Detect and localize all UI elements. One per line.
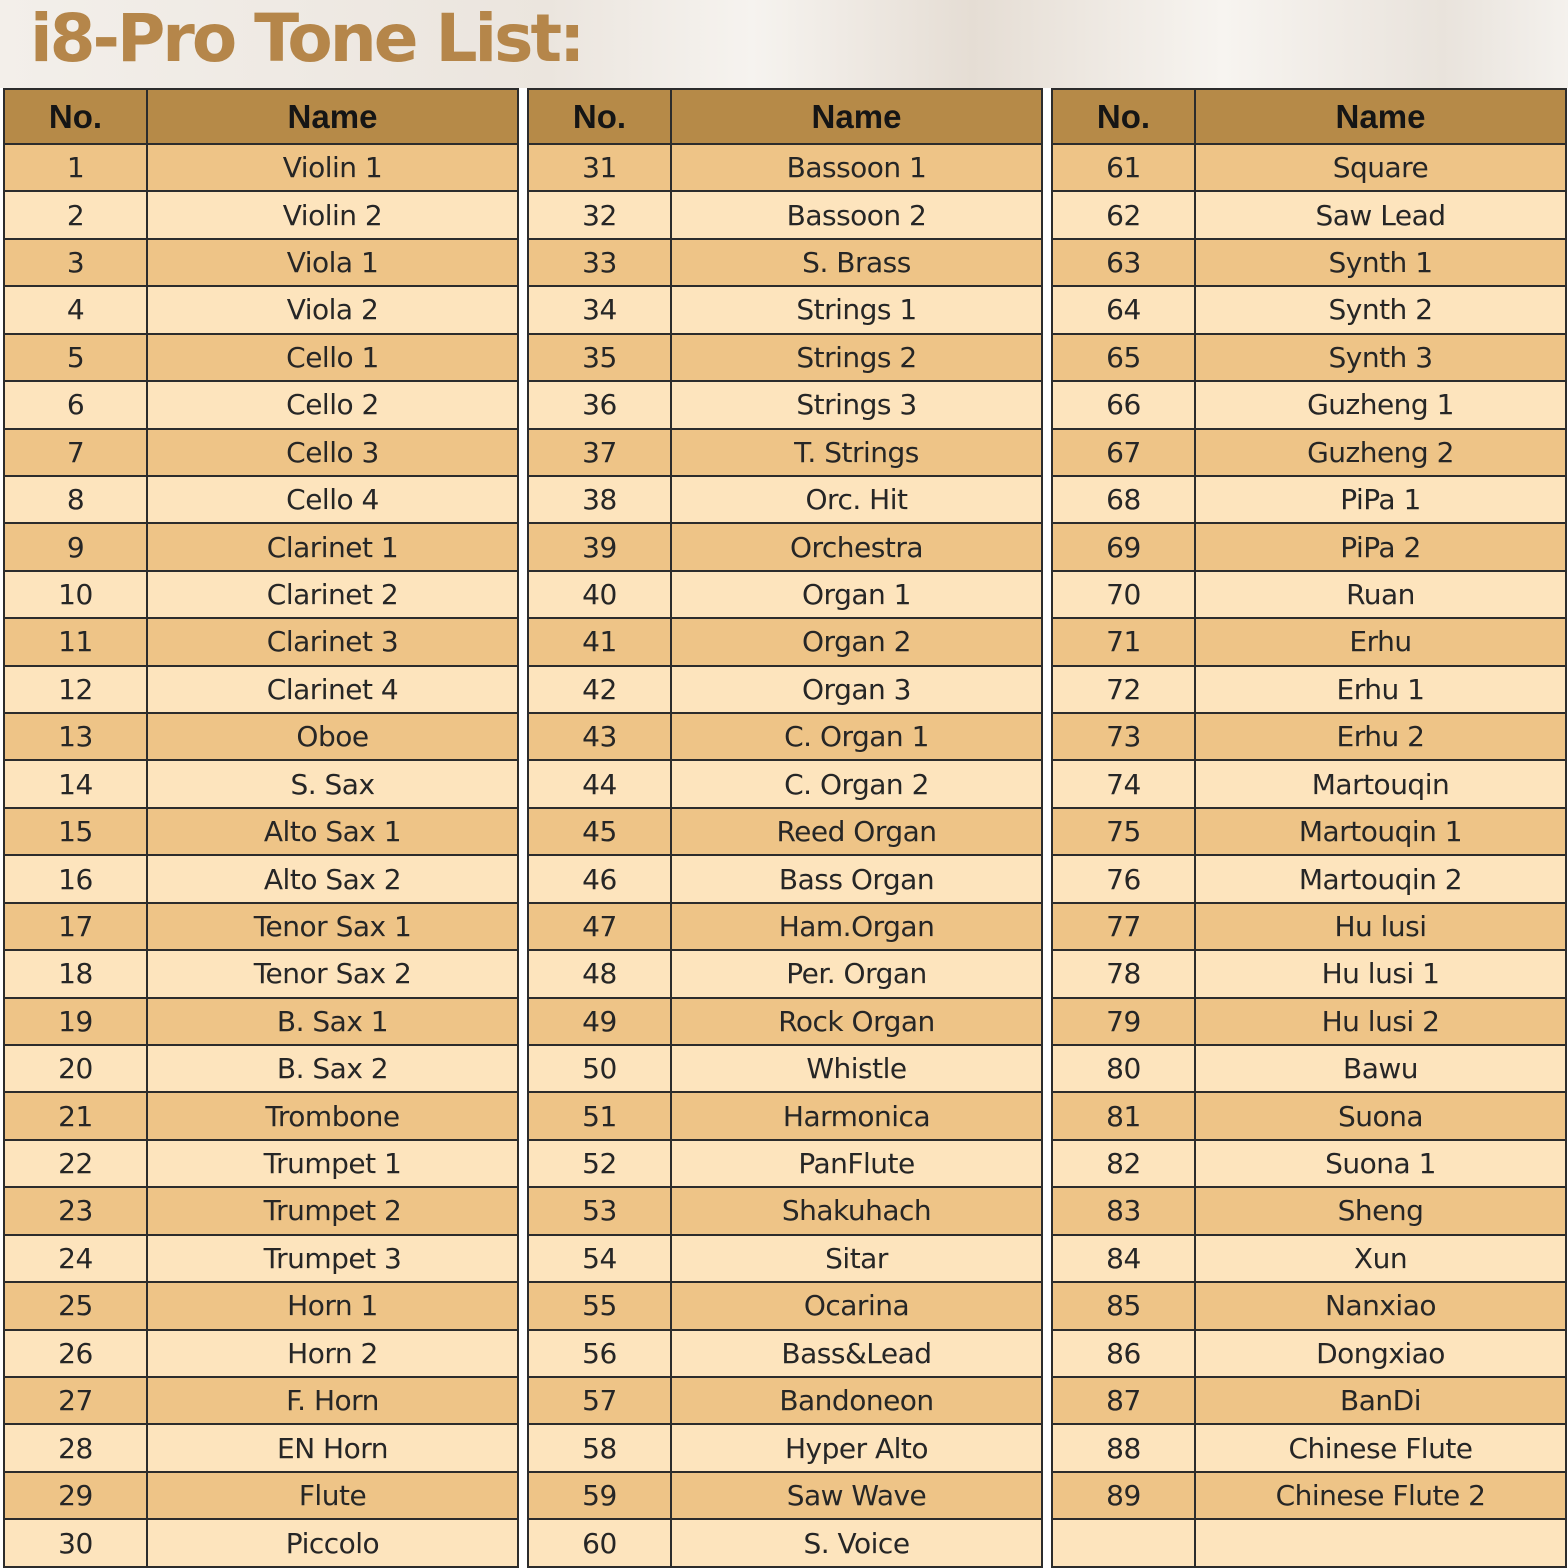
table-row <box>528 950 1042 997</box>
table-row <box>1052 429 1566 476</box>
table-row <box>528 903 1042 950</box>
tone-name-cell: C. Organ 1 <box>671 713 1042 760</box>
table-row <box>528 1045 1042 1092</box>
tone-number-cell: 67 <box>1052 429 1195 476</box>
tone-number-cell: 29 <box>4 1472 147 1519</box>
tone-name-cell: Strings 2 <box>671 334 1042 381</box>
tone-name-cell: Chinese Flute <box>1195 1424 1566 1471</box>
table-row <box>528 1187 1042 1234</box>
tone-name-cell: S. Sax <box>147 760 518 807</box>
tone-number-cell: 59 <box>528 1472 671 1519</box>
tone-number-cell: 20 <box>4 1045 147 1092</box>
tone-name-cell: Suona <box>1195 1092 1566 1139</box>
table-row <box>528 1140 1042 1187</box>
tone-name-cell: Bass Organ <box>671 855 1042 902</box>
table-row <box>1052 998 1566 1045</box>
tone-name-cell: Viola 2 <box>147 286 518 333</box>
tone-name-cell: S. Brass <box>671 239 1042 286</box>
table-row <box>4 1519 518 1567</box>
tone-name-cell: Violin 2 <box>147 191 518 238</box>
tone-number-cell: 82 <box>1052 1140 1195 1187</box>
tone-number-cell: 12 <box>4 666 147 713</box>
tone-name-cell: PiPa 2 <box>1195 523 1566 570</box>
tone-number-cell: 42 <box>528 666 671 713</box>
tone-name-cell <box>1195 1519 1566 1567</box>
table-row <box>4 1472 518 1519</box>
table-row <box>1052 523 1566 570</box>
tone-number-cell: 5 <box>4 334 147 381</box>
tone-number-cell: 89 <box>1052 1472 1195 1519</box>
tone-name-cell: Orc. Hit <box>671 476 1042 523</box>
table-row <box>1052 1424 1566 1471</box>
table-row <box>4 1187 518 1234</box>
tone-number-cell: 41 <box>528 618 671 665</box>
tone-name-cell: Organ 1 <box>671 571 1042 618</box>
tone-number-cell: 38 <box>528 476 671 523</box>
tone-name-cell: Alto Sax 1 <box>147 808 518 855</box>
tone-number-cell: 11 <box>4 618 147 665</box>
tone-name-cell: Cello 2 <box>147 381 518 428</box>
table-row <box>1052 713 1566 760</box>
tone-name-cell: Nanxiao <box>1195 1282 1566 1329</box>
table-row <box>528 998 1042 1045</box>
tone-number-cell: 2 <box>4 191 147 238</box>
table-row <box>4 144 518 191</box>
tone-number-cell: 18 <box>4 950 147 997</box>
tone-number-cell: 81 <box>1052 1092 1195 1139</box>
tone-name-cell: F. Horn <box>147 1377 518 1424</box>
tone-name-cell: Sheng <box>1195 1187 1566 1234</box>
table-row <box>528 1519 1042 1567</box>
table-row <box>528 713 1042 760</box>
table-row <box>4 1424 518 1471</box>
tone-name-cell: Hyper Alto <box>671 1424 1042 1471</box>
tone-name-cell: Organ 3 <box>671 666 1042 713</box>
tone-name-cell: Trumpet 1 <box>147 1140 518 1187</box>
tone-name-cell: S. Voice <box>671 1519 1042 1567</box>
table-row <box>4 571 518 618</box>
table-row <box>528 1424 1042 1471</box>
tone-name-cell: Shakuhach <box>671 1187 1042 1234</box>
tone-name-cell: Bassoon 1 <box>671 144 1042 191</box>
table-row <box>4 239 518 286</box>
table-row <box>528 1282 1042 1329</box>
table-row <box>528 429 1042 476</box>
table-row <box>1052 1235 1566 1282</box>
name-column-header: Name <box>671 89 1042 144</box>
table-row <box>1052 903 1566 950</box>
tone-number-cell: 44 <box>528 760 671 807</box>
table-row <box>4 1235 518 1282</box>
table-row <box>1052 1092 1566 1139</box>
tone-number-cell <box>1052 1519 1195 1567</box>
table-row <box>1052 144 1566 191</box>
table-row <box>528 476 1042 523</box>
tone-name-cell: Guzheng 1 <box>1195 381 1566 428</box>
tone-number-cell: 1 <box>4 144 147 191</box>
table-row <box>4 760 518 807</box>
tone-name-cell: Trumpet 3 <box>147 1235 518 1282</box>
tone-name-cell: Strings 3 <box>671 381 1042 428</box>
table-row <box>1052 1472 1566 1519</box>
tone-name-cell: Reed Organ <box>671 808 1042 855</box>
tone-name-cell: Erhu 2 <box>1195 713 1566 760</box>
table-row <box>1052 1282 1566 1329</box>
tone-table-1 <box>3 88 519 1568</box>
tone-name-cell: Martouqin 2 <box>1195 855 1566 902</box>
tone-number-cell: 55 <box>528 1282 671 1329</box>
tone-number-cell: 61 <box>1052 144 1195 191</box>
tone-name-cell: Erhu 1 <box>1195 666 1566 713</box>
tone-name-cell: Saw Wave <box>671 1472 1042 1519</box>
tone-number-cell: 63 <box>1052 239 1195 286</box>
tone-number-cell: 17 <box>4 903 147 950</box>
tone-number-cell: 53 <box>528 1187 671 1234</box>
tone-name-cell: Clarinet 1 <box>147 523 518 570</box>
tone-number-cell: 19 <box>4 998 147 1045</box>
tone-name-cell: Whistle <box>671 1045 1042 1092</box>
tone-name-cell: Synth 2 <box>1195 286 1566 333</box>
tone-name-cell: Trombone <box>147 1092 518 1139</box>
tone-number-cell: 33 <box>528 239 671 286</box>
table-row <box>4 903 518 950</box>
tone-name-cell: Oboe <box>147 713 518 760</box>
table-row <box>1052 760 1566 807</box>
tone-number-cell: 68 <box>1052 476 1195 523</box>
tone-name-cell: Organ 2 <box>671 618 1042 665</box>
table-row <box>1052 1519 1566 1567</box>
table-row <box>1052 476 1566 523</box>
table-header-row <box>1052 89 1566 144</box>
table-row <box>1052 239 1566 286</box>
tone-name-cell: Erhu <box>1195 618 1566 665</box>
tone-number-cell: 15 <box>4 808 147 855</box>
table-row <box>1052 666 1566 713</box>
tone-number-cell: 7 <box>4 429 147 476</box>
tone-name-cell: Sitar <box>671 1235 1042 1282</box>
table-row <box>528 666 1042 713</box>
tone-name-cell: Clarinet 3 <box>147 618 518 665</box>
tone-name-cell: T. Strings <box>671 429 1042 476</box>
tone-name-cell: Ham.Organ <box>671 903 1042 950</box>
tone-number-cell: 22 <box>4 1140 147 1187</box>
table-row <box>1052 381 1566 428</box>
tone-number-cell: 26 <box>4 1330 147 1377</box>
table-row <box>1052 950 1566 997</box>
no-column-header: No. <box>1052 89 1195 144</box>
table-row <box>1052 191 1566 238</box>
tone-name-cell: Horn 2 <box>147 1330 518 1377</box>
tone-number-cell: 43 <box>528 713 671 760</box>
tone-number-cell: 35 <box>528 334 671 381</box>
table-row <box>1052 286 1566 333</box>
tone-name-cell: Martouqin 1 <box>1195 808 1566 855</box>
table-row <box>4 1282 518 1329</box>
tone-name-cell: Trumpet 2 <box>147 1187 518 1234</box>
table-row <box>528 1092 1042 1139</box>
table-row <box>4 666 518 713</box>
tone-number-cell: 58 <box>528 1424 671 1471</box>
table-row <box>4 713 518 760</box>
table-row <box>4 286 518 333</box>
tone-number-cell: 57 <box>528 1377 671 1424</box>
tone-name-cell: Cello 1 <box>147 334 518 381</box>
tone-name-cell: Tenor Sax 2 <box>147 950 518 997</box>
tone-number-cell: 37 <box>528 429 671 476</box>
tone-number-cell: 4 <box>4 286 147 333</box>
table-row <box>528 855 1042 902</box>
tone-number-cell: 34 <box>528 286 671 333</box>
table-row <box>528 618 1042 665</box>
table-row <box>1052 855 1566 902</box>
tone-name-cell: PanFlute <box>671 1140 1042 1187</box>
tone-number-cell: 3 <box>4 239 147 286</box>
tone-number-cell: 72 <box>1052 666 1195 713</box>
no-column-header: No. <box>528 89 671 144</box>
name-column-header: Name <box>1195 89 1566 144</box>
tone-number-cell: 75 <box>1052 808 1195 855</box>
table-row <box>1052 334 1566 381</box>
tone-name-cell: Chinese Flute 2 <box>1195 1472 1566 1519</box>
table-row <box>1052 618 1566 665</box>
table-row <box>528 1377 1042 1424</box>
tone-number-cell: 27 <box>4 1377 147 1424</box>
tone-number-cell: 28 <box>4 1424 147 1471</box>
table-row <box>4 998 518 1045</box>
tone-name-cell: Ruan <box>1195 571 1566 618</box>
tone-name-cell: PiPa 1 <box>1195 476 1566 523</box>
tone-number-cell: 16 <box>4 855 147 902</box>
tone-name-cell: Piccolo <box>147 1519 518 1567</box>
tone-name-cell: B. Sax 2 <box>147 1045 518 1092</box>
tone-number-cell: 84 <box>1052 1235 1195 1282</box>
tone-name-cell: Rock Organ <box>671 998 1042 1045</box>
tone-name-cell: Cello 4 <box>147 476 518 523</box>
tone-number-cell: 88 <box>1052 1424 1195 1471</box>
tone-number-cell: 86 <box>1052 1330 1195 1377</box>
tone-name-cell: Clarinet 4 <box>147 666 518 713</box>
tone-number-cell: 54 <box>528 1235 671 1282</box>
tone-name-cell: Synth 1 <box>1195 239 1566 286</box>
table-row <box>528 334 1042 381</box>
table-row <box>1052 571 1566 618</box>
table-row <box>4 1377 518 1424</box>
tone-number-cell: 23 <box>4 1187 147 1234</box>
tone-name-cell: Dongxiao <box>1195 1330 1566 1377</box>
tone-number-cell: 64 <box>1052 286 1195 333</box>
table-row <box>4 1330 518 1377</box>
tone-name-cell: Hu lusi <box>1195 903 1566 950</box>
table-row <box>528 381 1042 428</box>
tone-name-cell: Per. Organ <box>671 950 1042 997</box>
tone-name-cell: Bass&Lead <box>671 1330 1042 1377</box>
tone-number-cell: 6 <box>4 381 147 428</box>
tone-number-cell: 69 <box>1052 523 1195 570</box>
table-row <box>4 618 518 665</box>
tone-number-cell: 39 <box>528 523 671 570</box>
table-row <box>528 571 1042 618</box>
tone-name-cell: Violin 1 <box>147 144 518 191</box>
tone-number-cell: 13 <box>4 713 147 760</box>
table-row <box>4 191 518 238</box>
table-row <box>1052 1140 1566 1187</box>
table-row <box>1052 1377 1566 1424</box>
table-row <box>1052 808 1566 855</box>
table-row <box>4 381 518 428</box>
table-row <box>1052 1187 1566 1234</box>
tone-number-cell: 74 <box>1052 760 1195 807</box>
tone-name-cell: EN Horn <box>147 1424 518 1471</box>
tone-name-cell: Bassoon 2 <box>671 191 1042 238</box>
tone-number-cell: 66 <box>1052 381 1195 428</box>
table-row <box>4 808 518 855</box>
tone-number-cell: 24 <box>4 1235 147 1282</box>
tone-number-cell: 21 <box>4 1092 147 1139</box>
tone-number-cell: 40 <box>528 571 671 618</box>
table-row <box>528 144 1042 191</box>
table-row <box>4 1045 518 1092</box>
tone-number-cell: 85 <box>1052 1282 1195 1329</box>
tone-name-cell: BanDi <box>1195 1377 1566 1424</box>
tone-name-cell: Suona 1 <box>1195 1140 1566 1187</box>
tone-number-cell: 47 <box>528 903 671 950</box>
no-column-header: No. <box>4 89 147 144</box>
table-row <box>4 334 518 381</box>
tone-name-cell: Horn 1 <box>147 1282 518 1329</box>
tone-name-cell: Bandoneon <box>671 1377 1042 1424</box>
tone-table-3 <box>1051 88 1567 1568</box>
table-row <box>4 476 518 523</box>
tone-name-cell: Cello 3 <box>147 429 518 476</box>
tone-number-cell: 45 <box>528 808 671 855</box>
page-title: i8-Pro Tone List: <box>30 0 583 77</box>
tone-name-cell: Harmonica <box>671 1092 1042 1139</box>
tone-name-cell: B. Sax 1 <box>147 998 518 1045</box>
tone-number-cell: 31 <box>528 144 671 191</box>
table-row <box>4 429 518 476</box>
tone-number-cell: 9 <box>4 523 147 570</box>
tone-name-cell: Orchestra <box>671 523 1042 570</box>
table-row <box>528 523 1042 570</box>
tone-number-cell: 71 <box>1052 618 1195 665</box>
table-row <box>4 855 518 902</box>
table-row <box>4 1092 518 1139</box>
tone-name-cell: Hu lusi 2 <box>1195 998 1566 1045</box>
tone-name-cell: Synth 3 <box>1195 334 1566 381</box>
tone-number-cell: 49 <box>528 998 671 1045</box>
tone-number-cell: 10 <box>4 571 147 618</box>
tone-name-cell: Tenor Sax 1 <box>147 903 518 950</box>
tone-number-cell: 62 <box>1052 191 1195 238</box>
tone-number-cell: 79 <box>1052 998 1195 1045</box>
table-row <box>4 523 518 570</box>
tone-number-cell: 87 <box>1052 1377 1195 1424</box>
table-row <box>528 239 1042 286</box>
tone-number-cell: 83 <box>1052 1187 1195 1234</box>
tone-number-cell: 51 <box>528 1092 671 1139</box>
table-row <box>528 1472 1042 1519</box>
tone-number-cell: 80 <box>1052 1045 1195 1092</box>
table-row <box>528 1330 1042 1377</box>
tone-name-cell: Alto Sax 2 <box>147 855 518 902</box>
table-row <box>528 191 1042 238</box>
table-row <box>528 760 1042 807</box>
tone-number-cell: 14 <box>4 760 147 807</box>
tone-number-cell: 52 <box>528 1140 671 1187</box>
tone-number-cell: 46 <box>528 855 671 902</box>
table-row <box>4 1140 518 1187</box>
tone-number-cell: 32 <box>528 191 671 238</box>
tone-number-cell: 70 <box>1052 571 1195 618</box>
tone-name-cell: Ocarina <box>671 1282 1042 1329</box>
tone-name-cell: Saw Lead <box>1195 191 1566 238</box>
tone-number-cell: 65 <box>1052 334 1195 381</box>
tone-name-cell: C. Organ 2 <box>671 760 1042 807</box>
tone-name-cell: Bawu <box>1195 1045 1566 1092</box>
tone-name-cell: Square <box>1195 144 1566 191</box>
tone-number-cell: 50 <box>528 1045 671 1092</box>
tone-number-cell: 76 <box>1052 855 1195 902</box>
table-header-row <box>528 89 1042 144</box>
table-header-row <box>4 89 518 144</box>
name-column-header: Name <box>147 89 518 144</box>
tone-number-cell: 56 <box>528 1330 671 1377</box>
tone-number-cell: 48 <box>528 950 671 997</box>
tone-name-cell: Strings 1 <box>671 286 1042 333</box>
tone-number-cell: 8 <box>4 476 147 523</box>
tone-number-cell: 25 <box>4 1282 147 1329</box>
table-row <box>528 808 1042 855</box>
table-row <box>1052 1045 1566 1092</box>
tone-name-cell: Flute <box>147 1472 518 1519</box>
tone-number-cell: 36 <box>528 381 671 428</box>
tone-name-cell: Clarinet 2 <box>147 571 518 618</box>
table-row <box>4 950 518 997</box>
table-row <box>1052 1330 1566 1377</box>
tone-name-cell: Hu lusi 1 <box>1195 950 1566 997</box>
tone-name-cell: Viola 1 <box>147 239 518 286</box>
tone-name-cell: Xun <box>1195 1235 1566 1282</box>
tone-number-cell: 30 <box>4 1519 147 1567</box>
tone-name-cell: Martouqin <box>1195 760 1566 807</box>
tone-name-cell: Guzheng 2 <box>1195 429 1566 476</box>
tone-number-cell: 78 <box>1052 950 1195 997</box>
table-row <box>528 286 1042 333</box>
tone-number-cell: 73 <box>1052 713 1195 760</box>
tone-table-2 <box>527 88 1043 1568</box>
table-row <box>528 1235 1042 1282</box>
tone-number-cell: 60 <box>528 1519 671 1567</box>
tone-number-cell: 77 <box>1052 903 1195 950</box>
